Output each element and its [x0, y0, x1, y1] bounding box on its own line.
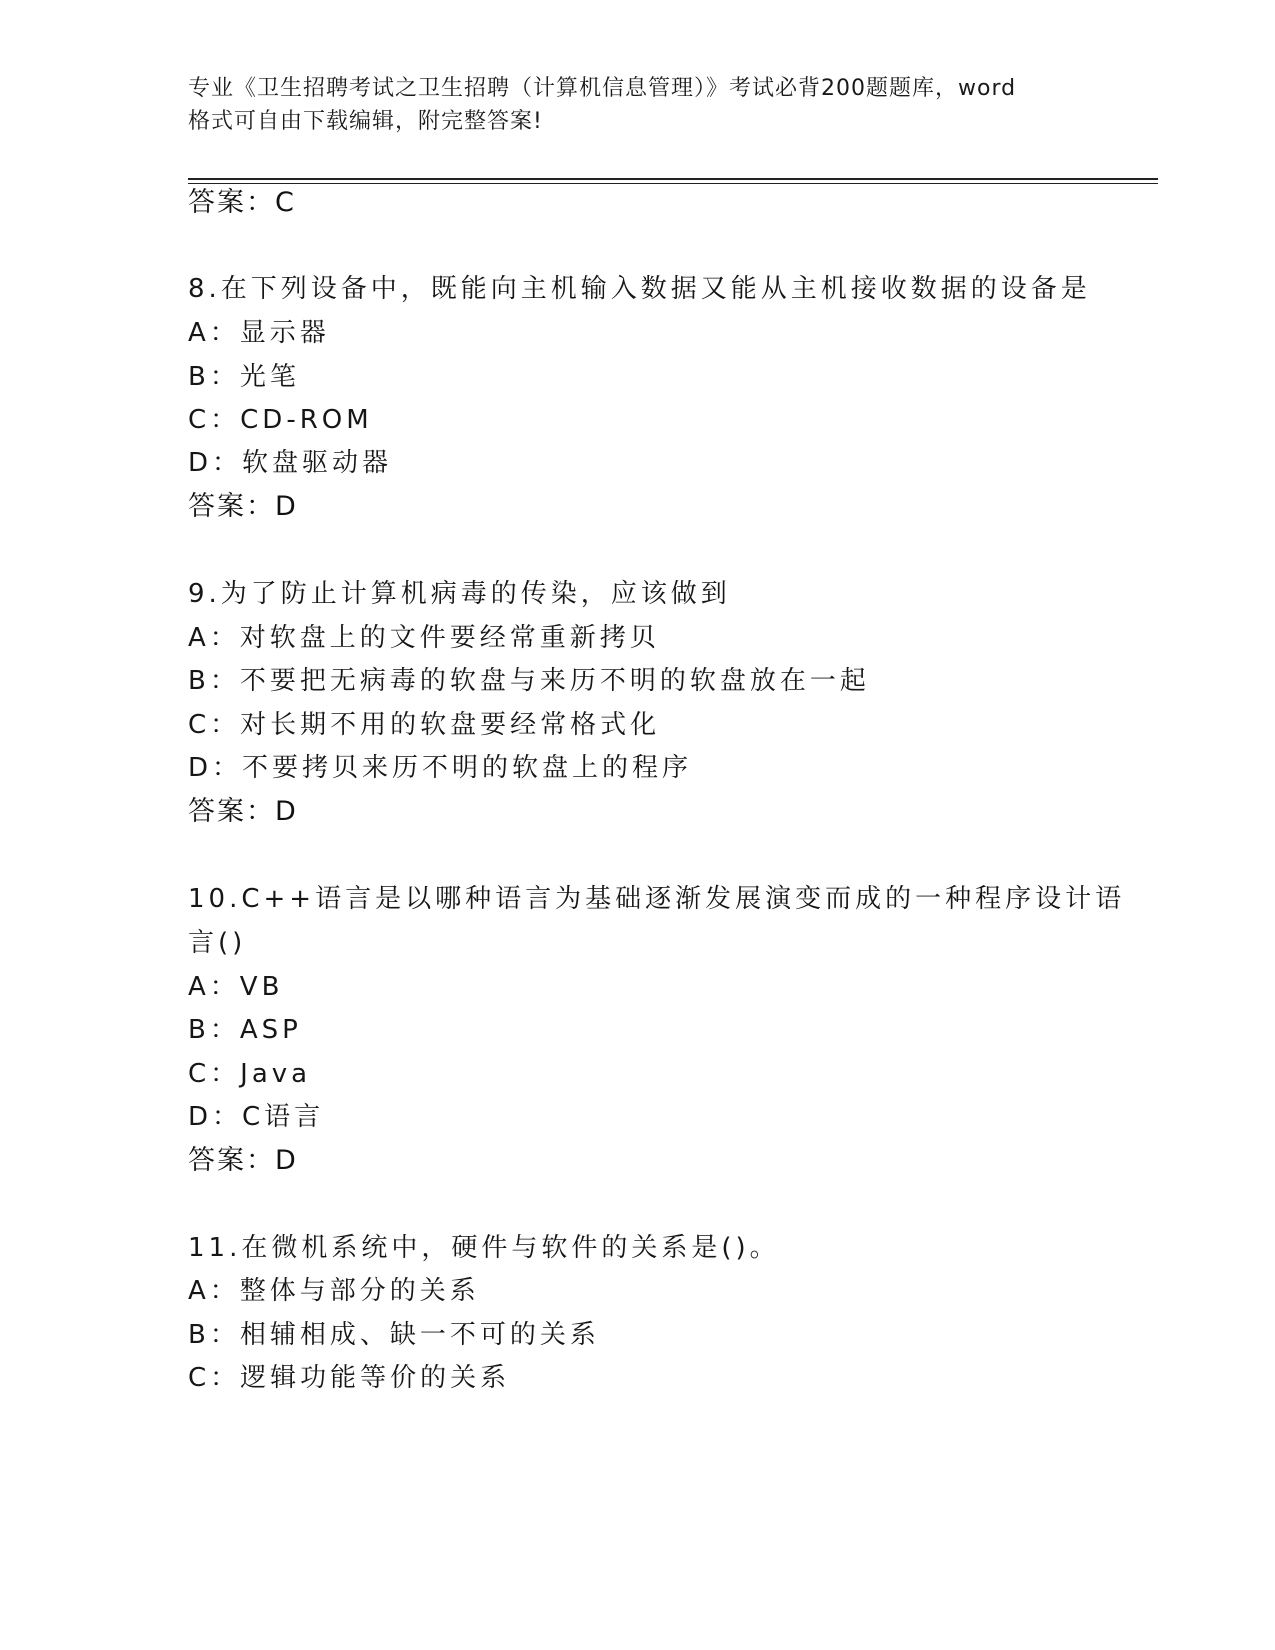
question-11-option-a: A：整体与部分的关系 [188, 1276, 480, 1306]
question-9-option-a: A：对软盘上的文件要经常重新拷贝 [188, 623, 660, 653]
answer-line: 答案：C [188, 187, 296, 218]
question-9-text: 9.为了防止计算机病毒的传染，应该做到 [188, 579, 731, 609]
question-10-text-line-2: 言() [188, 928, 247, 958]
question-8-answer: 答案：D [188, 491, 298, 522]
question-8-text: 8.在下列设备中，既能向主机输入数据又能从主机接收数据的设备是 [188, 274, 1091, 304]
question-11-option-c: C：逻辑功能等价的关系 [188, 1363, 511, 1393]
header-divider-thick [188, 178, 1158, 180]
question-10-text-line-1: 10.C++语言是以哪种语言为基础逐渐发展演变而成的一种程序设计语 [188, 884, 1126, 914]
question-9-option-b: B：不要把无病毒的软盘与来历不明的软盘放在一起 [188, 666, 870, 696]
header-title-line-1: 专业《卫生招聘考试之卫生招聘（计算机信息管理）》考试必背200题题库，word [188, 76, 1017, 101]
question-8-option-d: D：软盘驱动器 [188, 448, 393, 478]
question-10-option-a: A：VB [188, 972, 284, 1002]
question-10-option-b: B：ASP [188, 1015, 302, 1045]
question-10-option-c: C：Java [188, 1059, 312, 1089]
question-10-option-d: D：C语言 [188, 1102, 325, 1132]
question-8-option-c: C：CD-ROM [188, 405, 373, 435]
question-9-option-d: D：不要拷贝来历不明的软盘上的程序 [188, 753, 693, 783]
document-header [188, 72, 1088, 138]
question-11-option-b: B：相辅相成、缺一不可的关系 [188, 1320, 600, 1350]
question-10-answer: 答案：D [188, 1145, 298, 1176]
question-9-answer: 答案：D [188, 796, 298, 827]
question-8-option-b: B：光笔 [188, 362, 300, 392]
question-8-option-a: A：显示器 [188, 318, 330, 348]
question-11-text: 11.在微机系统中，硬件与软件的关系是()。 [188, 1233, 780, 1263]
header-title-line-2: 格式可自由下载编辑，附完整答案! [188, 109, 543, 134]
question-9-option-c: C：对长期不用的软盘要经常格式化 [188, 710, 661, 740]
header-divider-thin [188, 183, 1158, 184]
